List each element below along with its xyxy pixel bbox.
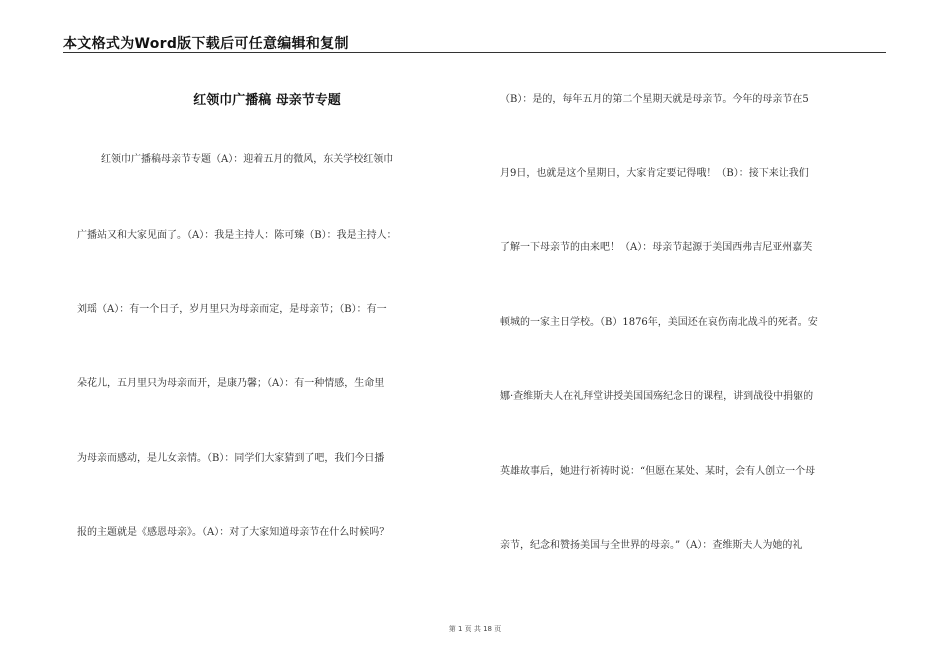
left-line-3: 刘瑶（A）：有一个日子，岁月里只为母亲而定，是母亲节；（B）：有一 xyxy=(77,304,387,315)
right-line-5: 娜·查维斯夫人在礼拜堂讲授美国国殇纪念日的课程，讲到战役中捐躯的 xyxy=(500,391,814,402)
left-line-2: 广播站又和大家见面了。（A）：我是主持人：陈可臻（B）：我是主持人： xyxy=(77,230,397,241)
download-banner: 本文格式为Word版下载后可任意编辑和复制 xyxy=(63,36,349,52)
right-line-6: 英雄故事后，她进行祈祷时说：“但愿在某处、某时，会有人创立一个母 xyxy=(500,466,816,477)
right-line-3: 了解一下母亲节的由来吧！（A）：母亲节起源于美国西弗吉尼亚州嘉芙 xyxy=(500,242,813,253)
left-column xyxy=(77,88,457,538)
right-line-2: 月9日，也就是这个星期日，大家肯定要记得哦！（B）：接下来让我们 xyxy=(500,168,809,179)
left-line-1: 红领巾广播稿母亲节专题（A）：迎着五月的微风，东关学校红领巾 xyxy=(101,154,394,165)
left-line-4: 朵花儿，五月里只为母亲而开，是康乃馨；（A）：有一种情感，生命里 xyxy=(77,378,385,389)
left-line-6: 报的主题就是《感恩母亲》。（A）：对了大家知道母亲节在什么时候吗？ xyxy=(77,527,390,538)
document-title: 红领巾广播稿 母亲节专题 xyxy=(193,93,341,108)
right-line-7: 亲节，纪念和赞扬美国与全世界的母亲。”（A）：查维斯夫人为她的礼 xyxy=(500,540,803,551)
right-line-1: （B）：是的，每年五月的第二个星期天就是母亲节。今年的母亲节在5 xyxy=(500,94,809,105)
right-line-4: 顿城的一家主日学校。（B）1876年，美国还在哀伤南北战斗的死者。安 xyxy=(500,317,818,328)
page-number: 第 1 页 共 18 页 xyxy=(448,625,502,633)
header-divider xyxy=(63,52,886,53)
left-line-5: 为母亲而感动，是儿女亲情。（B）：同学们大家猜到了吧，我们今日播 xyxy=(77,453,385,464)
